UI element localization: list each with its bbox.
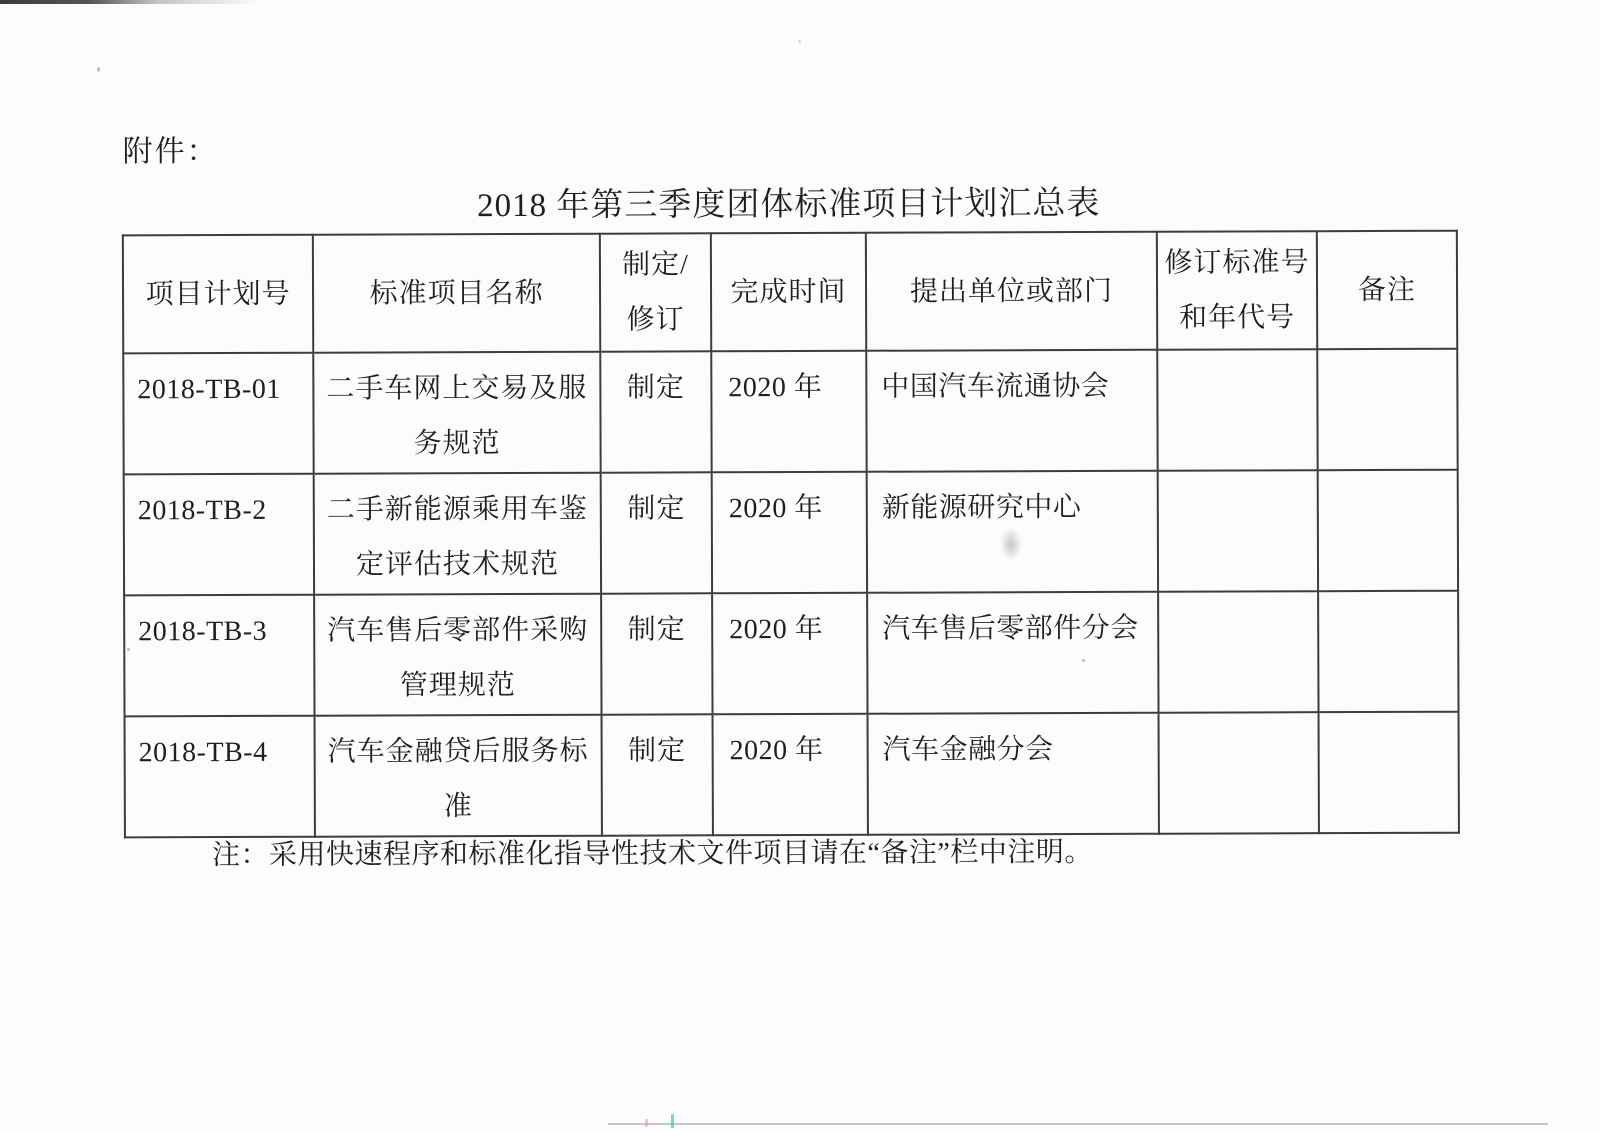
column-header-remark: 备注: [1317, 231, 1457, 349]
remark-cell: [1318, 470, 1458, 591]
type-cell: 制定: [601, 472, 712, 593]
document-title: 2018 年第三季度团体标准项目计划汇总表: [477, 185, 1101, 225]
type-cell: 制定: [602, 714, 713, 835]
scan-bottom-edge-artifact: [608, 1123, 1548, 1125]
scan-top-edge-artifact: [0, 0, 260, 4]
table-row: [125, 712, 1459, 838]
table-row: [124, 591, 1458, 717]
type-cell: 制定: [601, 593, 712, 714]
scan-speck-artifact: [798, 40, 801, 43]
project-name-cell: 二手新能源乘用车鉴 定评估技术规范: [314, 473, 601, 595]
unit-cell: 新能源研究中心: [867, 471, 1158, 593]
remark-cell: [1317, 349, 1457, 470]
scan-speck-artifact: [127, 648, 130, 651]
plan-no-cell: 2018-TB-01: [123, 353, 313, 475]
project-name-cell: 二手车网上交易及服 务规范: [313, 352, 600, 474]
type-cell: 制定: [600, 351, 711, 472]
plan-no-cell: 2018-TB-3: [124, 595, 314, 717]
project-name-cell: 汽车金融贷后服务标 准: [315, 715, 602, 837]
completion-cell: 2020 年: [712, 472, 867, 594]
column-header-unit: 提出单位或部门: [866, 232, 1157, 351]
revised-no-cell: [1157, 349, 1317, 471]
footnote: 注：采用快速程序和标准化指导性技术文件项目请在“备注”栏中注明。: [211, 836, 1093, 872]
table-row: [124, 470, 1458, 596]
revised-no-cell: [1158, 591, 1318, 713]
attachment-label: 附件：: [122, 135, 219, 169]
completion-cell: 2020 年: [712, 593, 867, 715]
plan-no-cell: 2018-TB-4: [125, 716, 315, 838]
remark-cell: [1319, 712, 1459, 833]
scan-speck-artifact: [1082, 659, 1085, 662]
scan-speck-artifact: [97, 67, 100, 72]
column-header-type: 制定/ 修订: [600, 233, 711, 351]
revised-no-cell: [1158, 470, 1318, 592]
revised-no-cell: [1159, 712, 1319, 834]
scan-color-tick-artifact: [671, 1114, 674, 1128]
unit-cell: 汽车金融分会: [868, 713, 1159, 835]
project-name-cell: 汽车售后零部件采购 管理规范: [314, 594, 601, 716]
completion-cell: 2020 年: [713, 714, 868, 836]
scan-smudge-artifact: [1000, 527, 1022, 561]
column-header-completion: 完成时间: [711, 233, 866, 352]
column-header-project-name: 标准项目名称: [313, 234, 600, 353]
scan-color-tick-artifact: [645, 1119, 648, 1127]
unit-cell: 汽车售后零部件分会: [867, 592, 1158, 714]
column-header-revised-no: 修订标准号 和年代号: [1157, 231, 1317, 350]
plan-no-cell: 2018-TB-2: [124, 474, 314, 596]
header-row: [123, 231, 1457, 354]
completion-cell: 2020 年: [711, 351, 866, 473]
summary-table: [122, 230, 1460, 839]
column-header-plan-no: 项目计划号: [123, 235, 313, 354]
unit-cell: 中国汽车流通协会: [866, 350, 1157, 472]
table-row: [123, 349, 1457, 475]
remark-cell: [1318, 591, 1458, 712]
